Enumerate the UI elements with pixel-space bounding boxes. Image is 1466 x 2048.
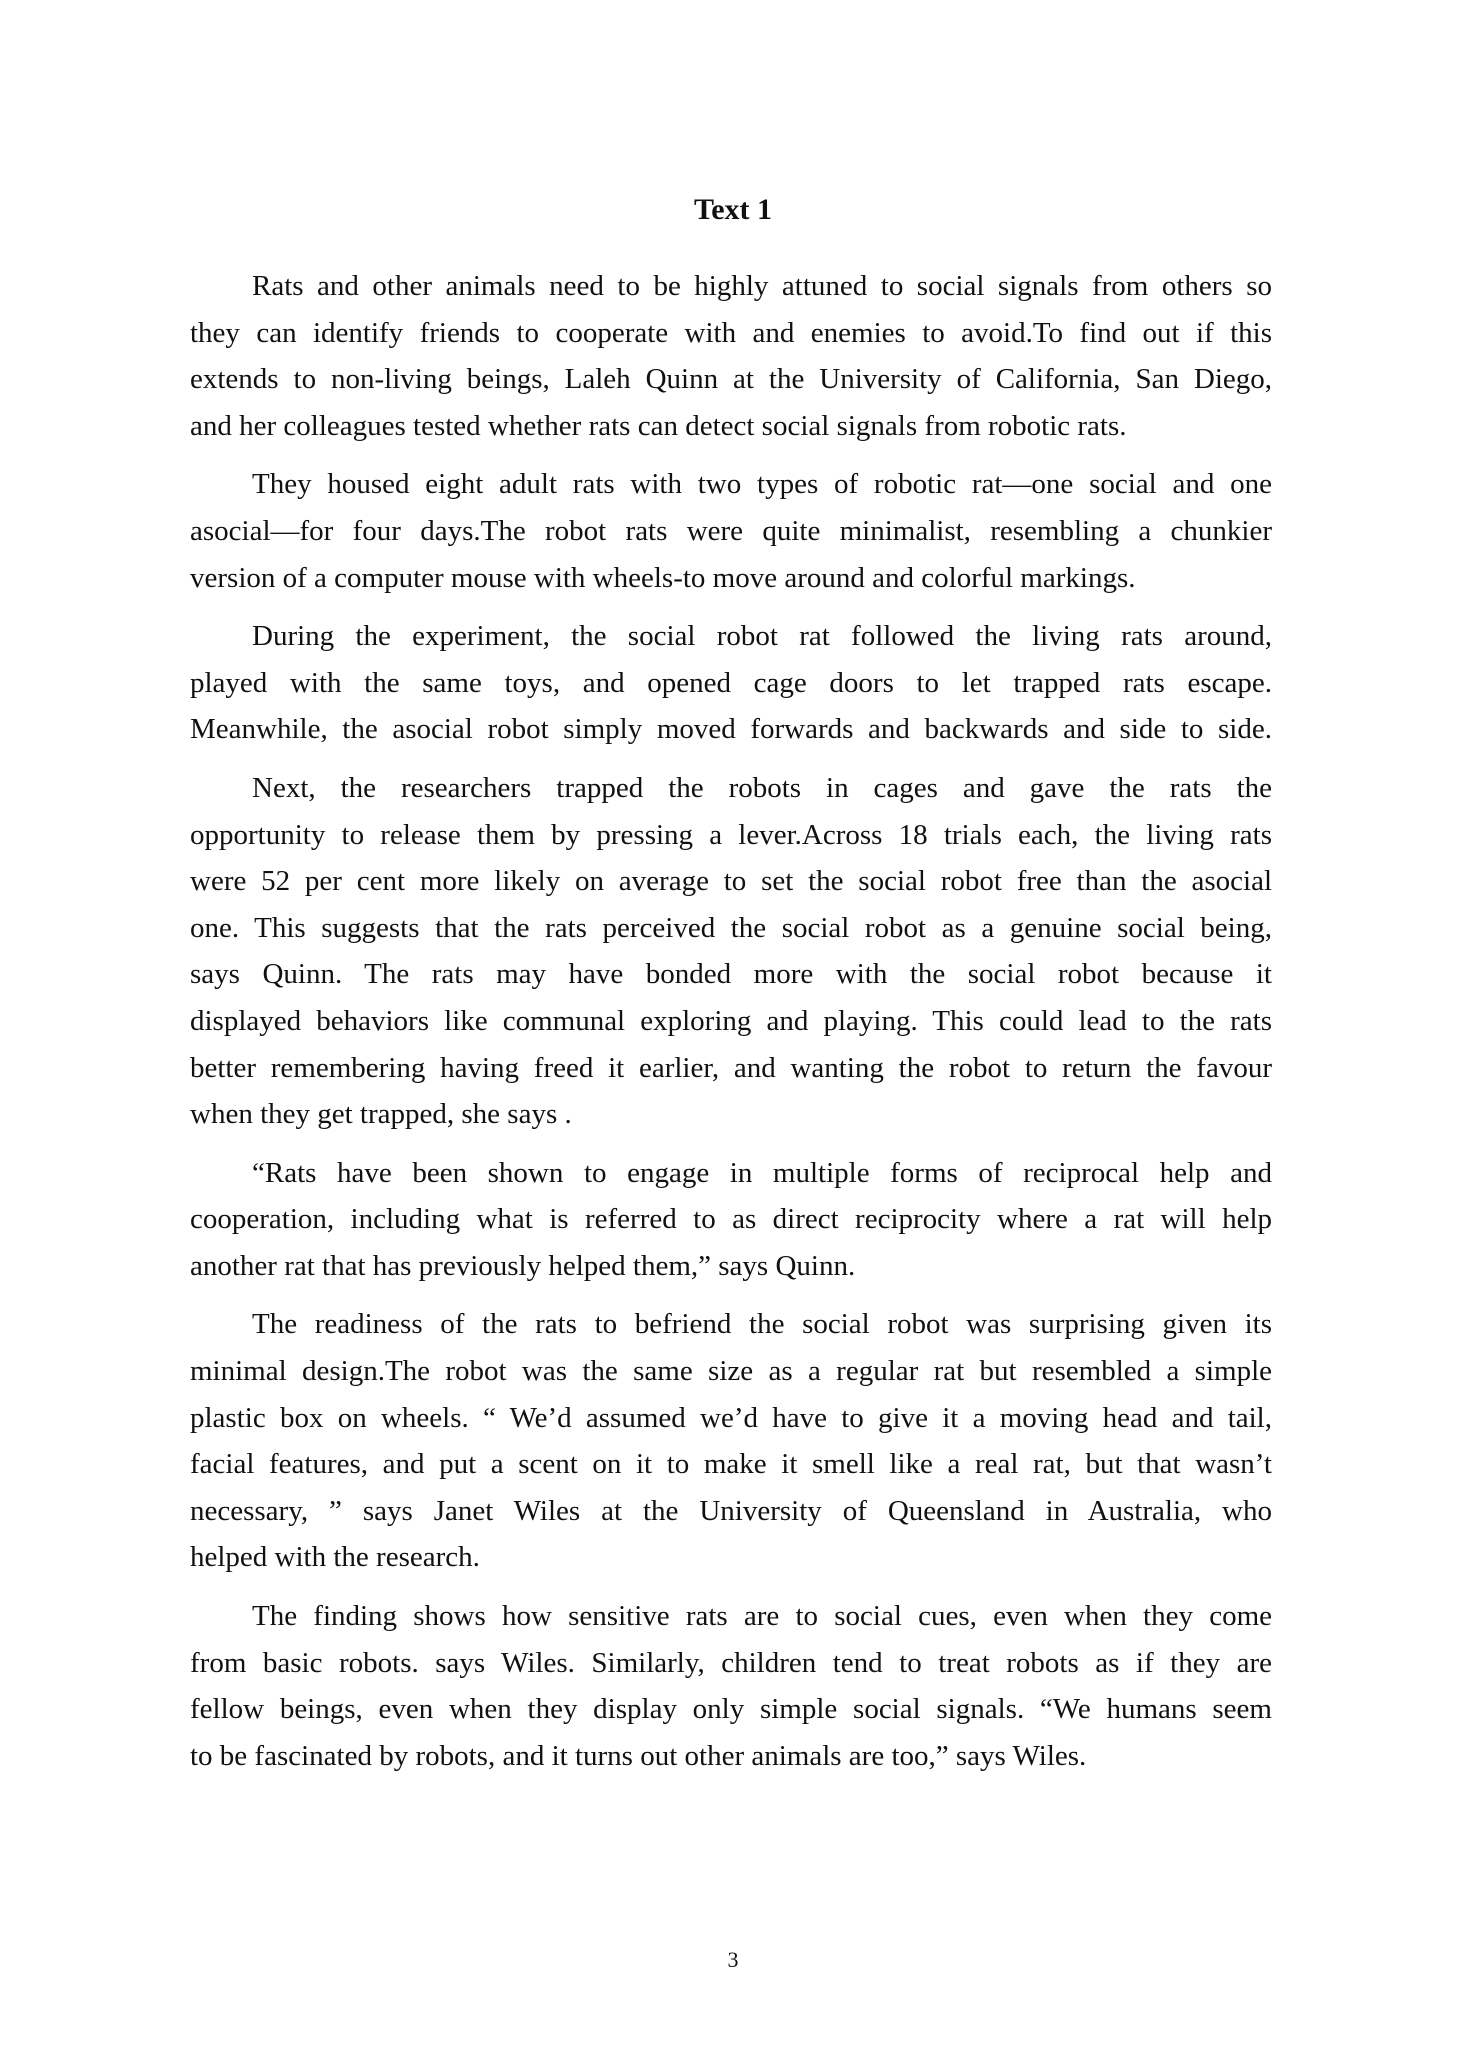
paragraph <box>190 613 1272 753</box>
text-line: another rat that has previously helped them,” says Quinn. <box>190 1249 856 1282</box>
text-line: to be fascinated by robots, and it turns out other animals are too,” says Wiles. <box>190 1739 1087 1772</box>
text-line: facial features, and put a scent on it to make it smell like a real rat, but that wasn’t <box>190 1448 1272 1481</box>
text-line: plastic box on wheels. “ We’d assumed we’d have to give it a moving head and tail, <box>190 1401 1272 1434</box>
text-line: opportunity to release them by pressing a lever.Across 18 trials each, the living rats <box>190 818 1272 851</box>
paragraph <box>190 461 1272 601</box>
text-line: they can identify friends to cooperate with and enemies to avoid.To find out if this <box>190 316 1272 349</box>
page-number: 3 <box>727 1947 739 1972</box>
text-line: fellow beings, even when they display only simple social signals. “We humans seem <box>190 1693 1272 1726</box>
text-line: says Quinn. The rats may have bonded more with the social robot because it <box>190 958 1272 991</box>
page-title: Text 1 <box>693 193 773 226</box>
text-line: minimal design.The robot was the same size as a regular rat but resembled a simple <box>190 1355 1272 1388</box>
text-line: cooperation, including what is referred to as direct reciprocity where a rat will help <box>190 1203 1272 1236</box>
text-line: The readiness of the rats to befriend the social robot was surprising given its <box>252 1308 1272 1341</box>
text-line: During the experiment, the social robot rat followed the living rats around, <box>252 620 1272 653</box>
text-line: played with the same toys, and opened cage doors to let trapped rats escape. <box>190 666 1272 699</box>
text-line: The finding shows how sensitive rats are to social cues, even when they come <box>252 1600 1272 1633</box>
text-line: Next, the researchers trapped the robots in cages and gave the rats the <box>252 771 1272 804</box>
article-body <box>190 263 1272 1791</box>
text-line: one. This suggests that the rats perceived the social robot as a genuine social being, <box>190 911 1272 944</box>
paragraph <box>190 1301 1272 1581</box>
paragraph <box>190 1593 1272 1779</box>
text-line: “Rats have been shown to engage in multiple forms of reciprocal help and <box>252 1156 1272 1189</box>
text-line: when they get trapped, she says . <box>190 1098 572 1131</box>
text-line: displayed behaviors like communal exploring and playing. This could lead to the rats <box>190 1004 1272 1037</box>
text-line: extends to non-living beings, Laleh Quinn at the University of California, San Diego, <box>190 363 1272 396</box>
text-line: and her colleagues tested whether rats can detect social signals from robotic rats. <box>190 409 1127 442</box>
paragraph <box>190 1150 1272 1290</box>
text-line: They housed eight adult rats with two types of robotic rat—one social and one <box>252 468 1272 501</box>
paragraph <box>190 765 1272 1138</box>
paragraph <box>190 263 1272 449</box>
text-line: from basic robots. says Wiles. Similarly, children tend to treat robots as if they are <box>190 1646 1272 1679</box>
text-line: asocial—for four days.The robot rats were quite minimalist, resembling a chunkier <box>190 514 1272 547</box>
text-line: helped with the research. <box>190 1541 480 1574</box>
text-line: were 52 per cent more likely on average to set the social robot free than the asocial <box>190 865 1272 898</box>
text-line: better remembering having freed it earlier, and wanting the robot to return the favour <box>190 1051 1272 1084</box>
text-line: version of a computer mouse with wheels-to move around and colorful markings. <box>190 561 1136 594</box>
text-line: Meanwhile, the asocial robot simply moved forwards and backwards and side to side. <box>190 713 1272 746</box>
text-line: necessary, ” says Janet Wiles at the University of Queensland in Australia, who <box>190 1494 1272 1527</box>
text-line: Rats and other animals need to be highly attuned to social signals from others so <box>252 270 1272 302</box>
